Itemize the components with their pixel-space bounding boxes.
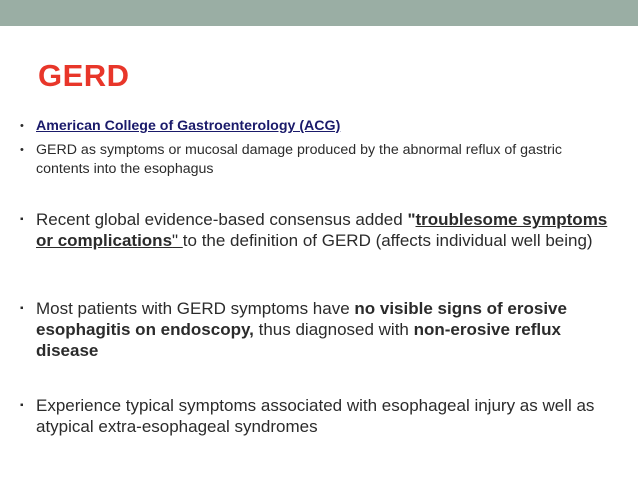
consensus-text: Recent global evidence-based consensus added "troublesome symptoms or complications" to the definition of GERD (affects individual well being) bbox=[36, 210, 608, 250]
slide bbox=[0, 30, 638, 478]
bullet-square-icon: ▪ bbox=[20, 400, 24, 411]
gerd-definition-text: GERD as symptoms or mucosal damage produced by the abnormal reflux of gastric contents into the esophagus bbox=[36, 142, 562, 177]
top-banner bbox=[0, 0, 638, 26]
non-erosive-text: Most patients with GERD symptoms have no visible signs of erosive esophagitis on endoscopy, thus diagnosed with non-erosive reflux disease bbox=[36, 299, 567, 360]
slide-title: GERD bbox=[38, 58, 130, 93]
bullet-square-icon: ▪ bbox=[20, 303, 24, 314]
acg-text: American College of Gastroenterology (ACG) bbox=[36, 118, 341, 134]
bullet-square-icon: ▪ bbox=[20, 214, 24, 225]
bullet-dot-icon: • bbox=[20, 144, 24, 156]
bullet-dot-icon: • bbox=[20, 120, 24, 132]
symptoms-text: Experience typical symptoms associated with esophageal injury as well as atypical extra-esophageal syndromes bbox=[36, 396, 595, 436]
